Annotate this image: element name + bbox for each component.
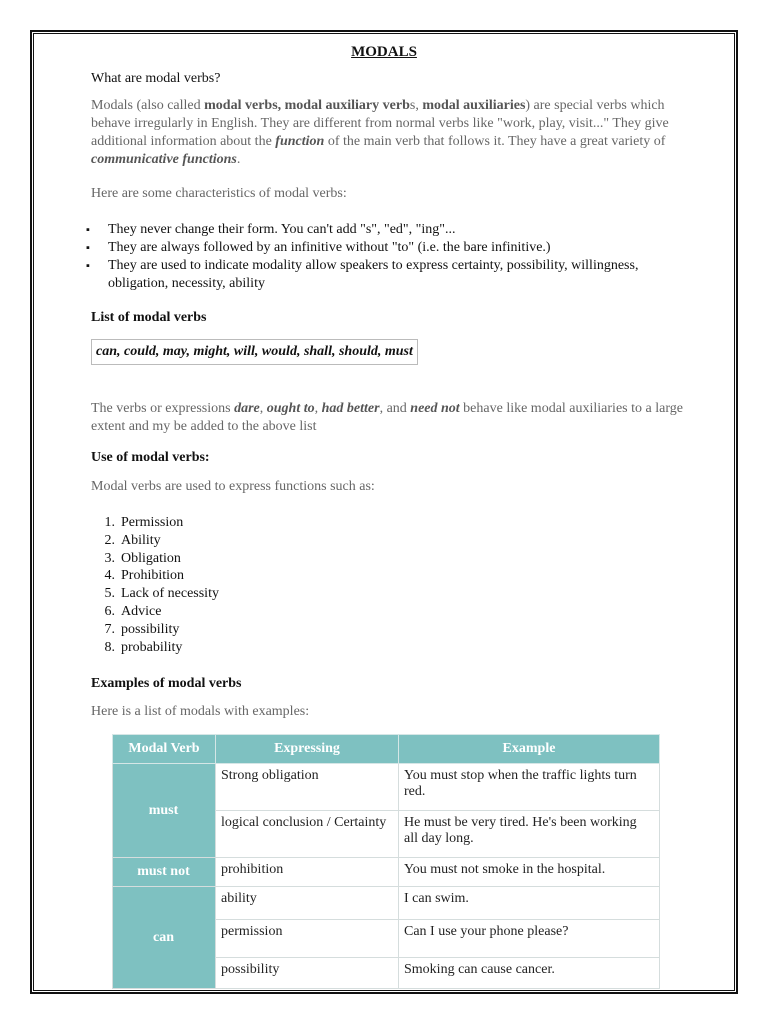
list-item: 7. possibility: [104, 621, 180, 637]
column-header-modal-verb: Modal Verb: [113, 735, 216, 764]
expressing-cell: logical conclusion / Certainty: [216, 811, 399, 858]
example-cell: I can swim.: [399, 887, 660, 920]
column-header-expressing: Expressing: [216, 735, 399, 764]
example-cell: You must stop when the traffic lights turn red.: [399, 764, 660, 811]
expressing-cell: Strong obligation: [216, 764, 399, 811]
modal-list-box: can, could, may, might, will, would, shall, should, must: [91, 339, 418, 365]
characteristics-intro: Here are some characteristics of modal verbs:: [91, 186, 347, 201]
expressions-paragraph: The verbs or expressions dare, ought to, had better, and need not behave like modal auxiliaries to a large extent and my be added to the above list: [91, 401, 683, 434]
example-cell: He must be very tired. He's been working all day long.: [399, 811, 660, 858]
modal-verb-cell: can: [113, 887, 216, 989]
list-item: 6. Advice: [104, 603, 162, 619]
question-heading: What are modal verbs?: [91, 71, 221, 86]
page-title: MODALS: [351, 44, 417, 60]
example-cell: Smoking can cause cancer.: [399, 958, 660, 989]
expressing-cell: prohibition: [216, 858, 399, 887]
list-item: 3. Obligation: [104, 550, 181, 566]
table-row: [113, 858, 660, 887]
functions-list: [91, 514, 219, 656]
use-heading: Use of modal verbs:: [91, 450, 210, 465]
expressing-cell: ability: [216, 887, 399, 920]
expressing-cell: possibility: [216, 958, 399, 989]
list-item: 4. Prohibition: [104, 568, 185, 584]
characteristics-list: [86, 221, 686, 293]
modals-table: [112, 734, 660, 989]
list-item: ▪ They are always followed by an infinitive without "to" (i.e. the bare infinitive.): [86, 239, 686, 257]
use-intro: Modal verbs are used to express functions such as:: [91, 479, 375, 494]
intro-paragraph: Modals (also called modal verbs, modal auxiliary verbs, modal auxiliaries) are special verbs which behave irregularly in English. They are different from normal verbs like "work, play, visit..." They give additional information about the function of the main verb that follows it. They have a great variety of communicative functions.: [91, 98, 669, 167]
table-row: [113, 887, 660, 920]
table-header-row: [113, 735, 660, 764]
example-cell: Can I use your phone please?: [399, 920, 660, 958]
list-heading: List of modal verbs: [91, 310, 207, 325]
expressing-cell: permission: [216, 920, 399, 958]
modal-verb-cell: must not: [113, 858, 216, 887]
examples-heading: Examples of modal verbs: [91, 676, 242, 691]
column-header-example: Example: [399, 735, 660, 764]
list-item: ▪ They are used to indicate modality allow speakers to express certainty, possibility, willingness, obligation, necessity, ability: [86, 257, 686, 293]
modal-verb-cell: must: [113, 764, 216, 858]
examples-intro: Here is a list of modals with examples:: [91, 704, 310, 719]
list-item: 2. Ability: [104, 532, 161, 548]
page-content: [33, 33, 735, 991]
list-item: 8. probability: [104, 639, 183, 655]
list-item: ▪ They never change their form. You can't add "s", "ed", "ing"...: [86, 221, 686, 239]
list-item: 5. Lack of necessity: [104, 586, 219, 602]
list-item: 1. Permission: [104, 515, 184, 530]
table-row: [113, 764, 660, 811]
example-cell: You must not smoke in the hospital.: [399, 858, 660, 887]
